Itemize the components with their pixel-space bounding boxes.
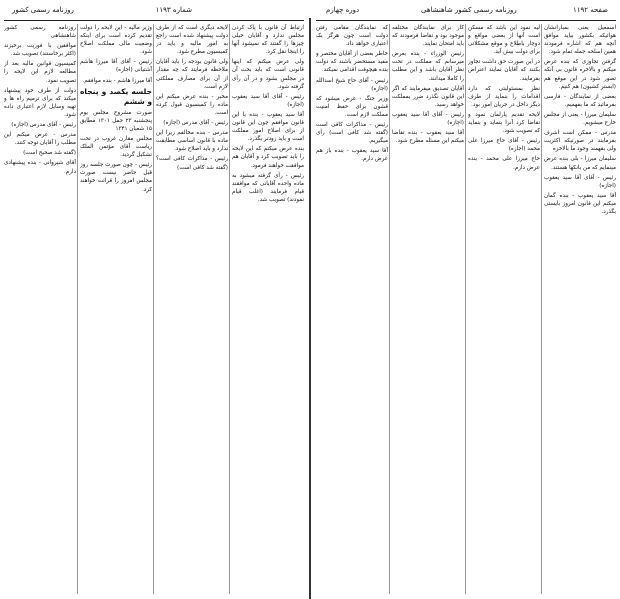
issue-number: شماره ۱۱۹۳ [155, 6, 192, 14]
paragraph: موافقین با فوریت برخیزند (اکثر برخاستند) تصویب شد. [4, 43, 76, 58]
paragraph: رئیس - آقای آقا میرزا هاشم آشتیانی (اجازه) [80, 59, 152, 74]
paragraph: جلسه یکصد و پنجاه و ششم [80, 86, 152, 106]
text-column [156, 24, 228, 596]
paragraph: لایحه تقدیم پارلمان نمود و تقاضا کرد آنرا بنماید و بنماید که تصویب شود. [468, 111, 540, 135]
column-rule [153, 24, 154, 594]
paragraph: رئیس - آقای آقا سید یعقوب (اجازه) [544, 174, 616, 189]
text-column [80, 24, 152, 596]
paragraph: مدرس - ممکن است اشرف بفرمایند در صورتیکه اکثریت ولی بفهمند وجود ما بالاخره [544, 130, 616, 153]
paragraph: در این صورت حق داشت تجاوز بکنند که آقایان نمایند اعتراض بفرمایند. [468, 59, 540, 82]
paragraph: بعضی از نمایندگان - فارسی بفرمائید که ما بفهمیم. [544, 93, 616, 108]
paragraph: وزیر مالیه - این لایحه را دولت تقدیم کرده است برای اینکه وضعیت مالی مملکت اصلاح شود. [80, 25, 152, 56]
paragraph: رئیس - رأی گرفته میشود به ماده واحده آقایانی که موافقند قیام فرمایند (اغلب قیام نمودند) تصویب شد. [232, 172, 304, 203]
paragraph: لایحه دیگری است که از طرف دولت پیشنهاد شده است راجع به امور مالیه و باید در کمیسیون مطرح شود. [156, 25, 228, 56]
volume-label: دوره چهارم [326, 6, 360, 14]
paragraph: (گفته شد صحیح است) [23, 150, 76, 157]
left-page-header [4, 4, 304, 18]
paragraph: خاطر بعضی از آقایان مختصر و مفید مستحضر باشند که دولت بنده هیچوقت اقدامی نمیکند. [316, 51, 388, 74]
text-column [544, 24, 616, 596]
newspaper-title: روزنامه رسمی کشور [12, 6, 74, 14]
paragraph: لیه نمود این باشد که مسکن است آنها از بعضی مواقع و دوچار باطلاع و موقع مشکلاتی برای دولت بیش آید. [468, 25, 540, 56]
paragraph: سلیمان میرزا - بلی بنده عرض مینمایم که من بانکها هستند. [544, 156, 616, 171]
paragraph: مدرس - بنده مخالفم زیرا این ماده با قانون اساسی مطابقت ندارد و باید اصلاح شود. [156, 130, 228, 153]
paragraph: کمیسیون قوانین مالیه بعد از مطالعه لازم این لایحه را تصویب نمود. [4, 61, 76, 84]
paragraph: آقا سید یعقوب - بنده گمان میکنم این قانون امروز بایستی بگذرد. [544, 192, 616, 215]
paragraph: روزنامه رسمی کشور شاهنشاهی [4, 25, 76, 40]
paragraph: مجلس مقارن غروب در تحت ریاست آقای مؤتمن الملک تشکیل گردید. [80, 135, 152, 159]
paragraph: کار برای نمایندگان مختلفه موجود بود و تقاضا فرمودند که باید امتحان نمایند. [392, 25, 464, 48]
paragraph: دولت از طرف خود پیشنهاد میکند که برای ترمیم راه ها و تهیه وسایل لازم اعتباری داده شود. [4, 87, 76, 118]
column-rule [389, 24, 390, 594]
paragraph: ارتباط آن قانون با پاک کردن مجلس ندارد و آقایان خیلی چیزها را گفتند که نمیشود آنها را اینجا نقل کرد. [232, 25, 304, 56]
text-column [468, 24, 540, 596]
right-page-header [316, 4, 616, 18]
paragraph: رئیس الوزراء - بنده بعرض میرسانم که مملکت در تحت نظر آقایان باشد و این مطلب را کاملا میدانند. [392, 51, 464, 82]
text-column [316, 24, 388, 596]
column-rule [465, 24, 466, 594]
column-rule [77, 24, 78, 594]
paragraph: گرفتن تجاوزی که بنده عرض میکنم و بالاخره قانون بی آنکه تصور شود در این موقع هم (ابستر کشیون) هم کنیم. [544, 59, 616, 90]
paragraph: رئیس - آقای آقا سید یعقوب (اجازه) [392, 111, 464, 127]
paragraph: مخبر - بنده عرض میکنم این ماده را کمیسیون قبول کرده است. [156, 93, 228, 116]
right-page [312, 0, 620, 599]
paragraph: آقا میرزا هاشم - بنده موافقم. [82, 77, 152, 84]
paragraph: رئیس - آقای مدرس (اجازه) [163, 120, 228, 127]
paragraph: آقا سید یعقوب - بنده باز هم عرض دارم. [316, 148, 388, 163]
paragraph: رئیس - چون صورت جلسه روز قبل حاضر نیست صورت مجلس امروز را قرائت خواهند کرد. [80, 162, 152, 193]
paragraph: اسمعیل یعنی بمبارانشان هوائیکه بکشور بیاید موافق آنچه هم که اشاره فرمودند همین اسلحه جمله تمام شود. [544, 25, 616, 56]
paragraph: رئیس - آقای مدرس (اجازه) [11, 122, 76, 129]
page-gutter [309, 18, 311, 599]
paragraph: رئیس - آقای آقا سید یعقوب (اجازه) [232, 93, 304, 108]
paragraph: نظر بمسئولیتی که دارد اقدامات را بنماید از طرف دیگر داخل در جریان امور بود. [468, 85, 540, 108]
paragraph: آقا سید یعقوب - بنده تقاضا میکنم این مسئله مطرح شود. [392, 130, 464, 145]
column-rule [541, 24, 542, 594]
paragraph: بنده عرض میکنم که این لایحه را باید تصویب کرد و آقایان هم موافقت خواهند فرمود. [232, 146, 304, 169]
header-rule [316, 20, 616, 21]
paragraph: وزیر جنگ - عرض میشود که قشون برای حفظ امنیت مملکت لازم است. [316, 95, 388, 118]
paragraph: صورت مشروح مجلس یوم پنجشنبه ۲۳ حمل ۱۳۰۱ مطابق ۱۵ شعبان ۱۳۴۱ [80, 109, 152, 132]
paragraph: مدرس - عرض میکنم این مطلب را آقایان توجه کنند. [4, 132, 76, 147]
paragraph: حاج میرزا علی محمد - بنده عرض دارم. [468, 156, 540, 171]
paragraph: ولی قانون بودجه را باید آقایان ملاحظه فرمایند که چه مقدار از آن برای مصارف مملکتی لازم است. [156, 59, 228, 90]
paragraph: رئیس - آقای حاج شیخ اسدالله (اجازه) [316, 77, 388, 92]
paragraph: که نمایندگان مقامی رفتن دولت است چون هرگز یک اعتباری خواهد داد. [316, 25, 388, 48]
paragraph: سلیمان میرزا - یعنی از مجلس خارج میشویم. [544, 111, 616, 127]
text-column [392, 24, 464, 596]
text-column [232, 24, 304, 596]
column-rule [229, 24, 230, 594]
text-column [4, 24, 76, 596]
header-rule [4, 20, 304, 21]
page-number: صفحه ۱۱۹۲ [572, 6, 608, 14]
paragraph: آقای شیروانی - بنده پیشنهادی دارم. [4, 160, 76, 175]
paragraph: آقایان تصدیق میفرمایند که اگر این قانون نگذرد ضرر بمملکت خواهد رسید. [392, 85, 464, 108]
paragraph: آقا سید یعقوب - بنده با این قانون موافقم چون این قانون از برای اصلاح امور مملکت است و باید زودتر بگذرد. [232, 111, 304, 143]
paragraph: رئیس - مذاکرات کافی است (گفته شد کافی است) رأی میگیریم. [316, 122, 388, 145]
paragraph: ولی عرض میکنم که اینها قانونی است که باید بحث آن در مجلس بشود و در آن رأی گرفته شود. [232, 59, 304, 90]
left-page [0, 0, 308, 599]
newspaper-title: روزنامه رسمی کشور شاهنشاهی [421, 6, 517, 14]
paragraph: رئیس - مذاکرات کافی است؟ (گفته شد کافی است) [156, 156, 228, 171]
paragraph: رئیس - آقای حاج میرزا علی محمد (اجازه) [468, 138, 540, 153]
